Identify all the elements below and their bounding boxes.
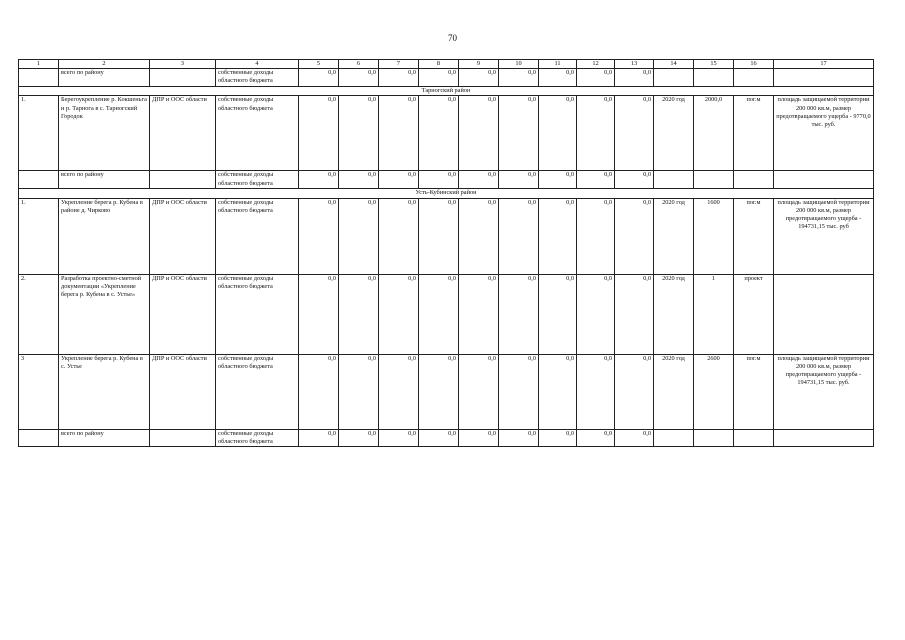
value-cell: 0,0 — [339, 274, 379, 354]
value-cell: 0,0 — [539, 198, 577, 274]
col-header: 10 — [499, 60, 539, 69]
row-name: всего по району — [59, 429, 150, 446]
value-cell: 0,0 — [499, 274, 539, 354]
value-cell: 0,0 — [539, 69, 577, 87]
col-header: 4 — [216, 60, 299, 69]
unit-cell: пог.м — [734, 96, 774, 171]
value-cell: 0,0 — [419, 274, 459, 354]
value-cell: 0,0 — [419, 171, 459, 189]
table-row — [19, 96, 874, 171]
quantity-cell: 2000,0 — [694, 96, 734, 171]
row-name: всего по району — [59, 69, 150, 87]
value-cell: 0,0 — [539, 354, 577, 429]
page-number: 70 — [448, 33, 457, 43]
value-cell: 0,0 — [379, 274, 419, 354]
value-cell: 0,0 — [615, 198, 654, 274]
value-cell: 0,0 — [339, 171, 379, 189]
col-header: 9 — [459, 60, 499, 69]
funding-source: собственные доходы областного бюджета — [216, 96, 299, 171]
value-cell: 0,0 — [299, 354, 339, 429]
value-cell: 0,0 — [419, 198, 459, 274]
result-cell: площадь защищаемой территории 200 000 кв.м, размер предотвращаемого ущерба - 194731,15 тыс. руб. — [774, 354, 874, 429]
district-total-row — [19, 69, 874, 87]
section-title: Усть-Кубинский район — [19, 189, 874, 198]
value-cell: 0,0 — [459, 198, 499, 274]
value-cell: 0,0 — [577, 274, 615, 354]
col-header: 7 — [379, 60, 419, 69]
funding-source: собственные доходы областного бюджета — [216, 429, 299, 446]
value-cell: 0,0 — [459, 429, 499, 446]
executor: ДПР и ООС области — [150, 274, 216, 354]
col-header: 14 — [654, 60, 694, 69]
result-cell: площадь защищаемой территории 200 000 кв.м, размер предотвращаемого ущерба - 194731,15 тыс. руб — [774, 198, 874, 274]
col-header: 17 — [774, 60, 874, 69]
value-cell: 0,0 — [615, 429, 654, 446]
col-header: 1 — [19, 60, 59, 69]
value-cell: 0,0 — [299, 429, 339, 446]
row-number: 1. — [19, 96, 59, 171]
funding-source: собственные доходы областного бюджета — [216, 354, 299, 429]
section-row — [19, 87, 874, 96]
value-cell: 0,0 — [499, 171, 539, 189]
col-header: 16 — [734, 60, 774, 69]
col-header: 8 — [419, 60, 459, 69]
value-cell: 0,0 — [577, 429, 615, 446]
value-cell: 0,0 — [577, 354, 615, 429]
value-cell: 0,0 — [539, 96, 577, 171]
value-cell: 0,0 — [379, 96, 419, 171]
executor: ДПР и ООС области — [150, 198, 216, 274]
result-cell — [774, 274, 874, 354]
year-cell: 2020 год — [654, 198, 694, 274]
value-cell: 0,0 — [339, 96, 379, 171]
section-title: Тарногский район — [19, 87, 874, 96]
result-cell: площадь защищаемой территории 200 000 кв.м, размер предотвращаемого ущерба - 9770,0 тыс. руб. — [774, 96, 874, 171]
year-cell: 2020 год — [654, 96, 694, 171]
value-cell: 0,0 — [379, 354, 419, 429]
column-number-row — [19, 60, 874, 69]
funding-source: собственные доходы областного бюджета — [216, 274, 299, 354]
row-number: 3 — [19, 354, 59, 429]
value-cell: 0,0 — [339, 198, 379, 274]
col-header: 12 — [577, 60, 615, 69]
value-cell: 0,0 — [459, 96, 499, 171]
value-cell: 0,0 — [615, 69, 654, 87]
row-name: всего по району — [59, 171, 150, 189]
value-cell: 0,0 — [419, 69, 459, 87]
value-cell: 0,0 — [339, 354, 379, 429]
quantity-cell: 2600 — [694, 354, 734, 429]
value-cell: 0,0 — [459, 171, 499, 189]
value-cell: 0,0 — [615, 354, 654, 429]
district-total-row — [19, 171, 874, 189]
col-header: 11 — [539, 60, 577, 69]
funding-source: собственные доходы областного бюджета — [216, 69, 299, 87]
district-total-row — [19, 429, 874, 446]
row-name: Берегоукрепление р. Кокшеньга и р. Тарнога в с. Тарногский Городок — [59, 96, 150, 171]
col-header: 6 — [339, 60, 379, 69]
unit-cell: пог.м — [734, 198, 774, 274]
value-cell: 0,0 — [499, 96, 539, 171]
table-row — [19, 354, 874, 429]
quantity-cell: 1 — [694, 274, 734, 354]
value-cell: 0,0 — [459, 354, 499, 429]
value-cell: 0,0 — [339, 69, 379, 87]
section-row — [19, 189, 874, 198]
unit-cell: проект — [734, 274, 774, 354]
value-cell: 0,0 — [577, 198, 615, 274]
value-cell: 0,0 — [615, 171, 654, 189]
value-cell: 0,0 — [419, 96, 459, 171]
value-cell: 0,0 — [459, 69, 499, 87]
table-row — [19, 274, 874, 354]
row-name: Укрепление берега р. Кубена в районе д. Чирково — [59, 198, 150, 274]
value-cell: 0,0 — [339, 429, 379, 446]
row-name: Разработка проектно-сметной документации «Укрепление берега р. Кубена в с. Устье» — [59, 274, 150, 354]
value-cell: 0,0 — [419, 354, 459, 429]
col-header: 3 — [150, 60, 216, 69]
program-table — [18, 59, 874, 447]
value-cell: 0,0 — [539, 429, 577, 446]
value-cell: 0,0 — [299, 171, 339, 189]
value-cell: 0,0 — [499, 354, 539, 429]
value-cell: 0,0 — [419, 429, 459, 446]
value-cell: 0,0 — [379, 171, 419, 189]
value-cell: 0,0 — [379, 69, 419, 87]
value-cell: 0,0 — [299, 274, 339, 354]
funding-source: собственные доходы областного бюджета — [216, 198, 299, 274]
table-row — [19, 198, 874, 274]
value-cell: 0,0 — [539, 274, 577, 354]
col-header: 2 — [59, 60, 150, 69]
row-number: 2. — [19, 274, 59, 354]
row-name: Укрепление берега р. Кубена в с. Устье — [59, 354, 150, 429]
value-cell: 0,0 — [577, 69, 615, 87]
value-cell: 0,0 — [577, 171, 615, 189]
value-cell: 0,0 — [379, 429, 419, 446]
col-header: 15 — [694, 60, 734, 69]
value-cell: 0,0 — [499, 69, 539, 87]
value-cell: 0,0 — [615, 274, 654, 354]
row-number: 1. — [19, 198, 59, 274]
value-cell: 0,0 — [299, 69, 339, 87]
funding-source: собственные доходы областного бюджета — [216, 171, 299, 189]
year-cell: 2020 год — [654, 354, 694, 429]
unit-cell: пог.м — [734, 354, 774, 429]
value-cell: 0,0 — [499, 198, 539, 274]
value-cell: 0,0 — [299, 96, 339, 171]
executor: ДПР и ООС области — [150, 354, 216, 429]
value-cell: 0,0 — [577, 96, 615, 171]
value-cell: 0,0 — [459, 274, 499, 354]
value-cell: 0,0 — [615, 96, 654, 171]
value-cell: 0,0 — [499, 429, 539, 446]
value-cell: 0,0 — [299, 198, 339, 274]
quantity-cell: 1600 — [694, 198, 734, 274]
executor: ДПР и ООС области — [150, 96, 216, 171]
value-cell: 0,0 — [379, 198, 419, 274]
col-header: 5 — [299, 60, 339, 69]
year-cell: 2020 год — [654, 274, 694, 354]
col-header: 13 — [615, 60, 654, 69]
value-cell: 0,0 — [539, 171, 577, 189]
